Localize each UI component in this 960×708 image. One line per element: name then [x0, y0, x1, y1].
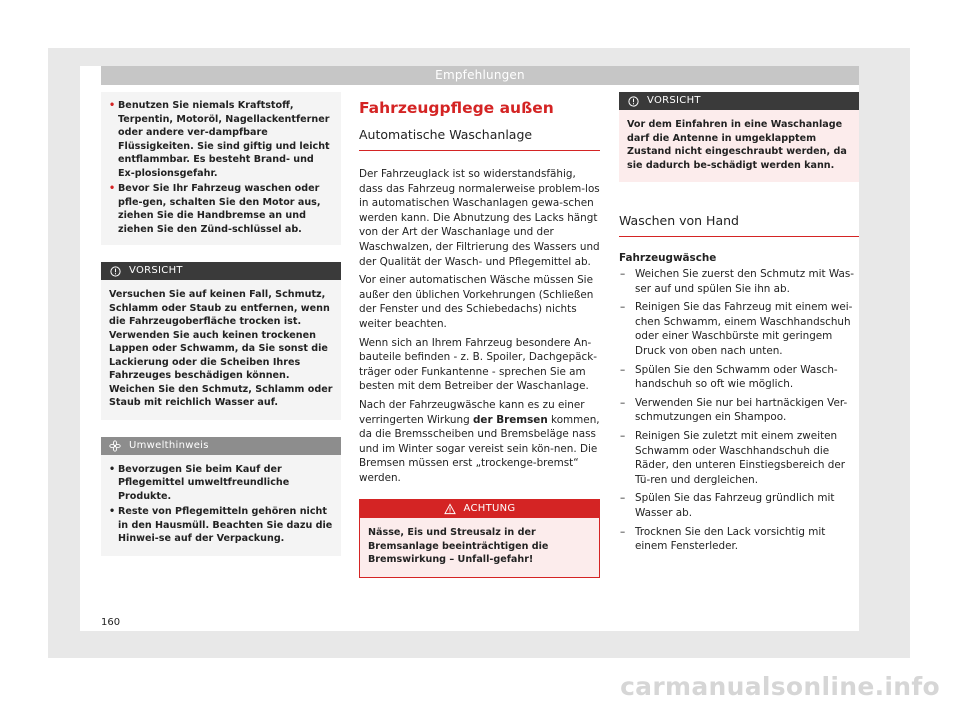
- wash-step: – Verwenden Sie nur bei hartnäckigen Ver-schmutzungen ein Shampoo.: [619, 396, 859, 425]
- environment-body: [101, 455, 341, 556]
- safety-list: [109, 99, 333, 236]
- warning-triangle-icon: [444, 503, 456, 515]
- page-number: 160: [101, 617, 121, 628]
- environment-box: [101, 437, 341, 556]
- flower-icon: [109, 440, 121, 452]
- wash-steps: [619, 267, 859, 554]
- paragraph-emphasis: der Bremsen: [472, 413, 548, 426]
- paragraph: Der Fahrzeuglack ist so widerstandsfähig, dass das Fahrzeug normalerweise problem-los in automatischen Waschanlagen gewa-schen werden kann. Die Abnutzung des Lacks hängt von der Art der Waschanlage und der Waschwalzen, der Filtrierung des Wassers und der Qualität der Wasch- und Pflegemittel ab.: [359, 168, 600, 268]
- wash-step: – Reinigen Sie zuletzt mit einem zweiten Schwamm oder Waschhandschuh die Räder, den unteren Einstiegsbereich der Tü-ren und dergleichen.: [619, 429, 859, 487]
- section-title: Fahrzeugpflege außen: [359, 99, 554, 117]
- environment-item: • Reste von Pflegemitteln gehören nicht in den Hausmüll. Beachten Sie dazu die Hinwei-se auf der Verpackung.: [109, 505, 333, 546]
- warning-box: [359, 499, 600, 578]
- antenna-caution-text: Vor dem Einfahren in eine Waschanlage darf die Antenne in umgeklapptem Zustand nicht eingeschraubt werden, da sie dadurch be-schädigt werden kann.: [627, 119, 847, 171]
- antenna-caution-header: [619, 92, 859, 110]
- right-column: [619, 92, 859, 558]
- paragraph: [359, 398, 600, 486]
- wash-step: – Trocknen Sie den Lack vorsichtig mit einem Fensterleder.: [619, 525, 859, 554]
- page-header: Empfehlungen: [101, 66, 859, 85]
- environment-item: • Bevorzugen Sie beim Kauf der Pflegemittel umweltfreundliche Produkte.: [109, 463, 333, 504]
- watermark: carmanualsonline.info: [620, 672, 940, 701]
- environment-header: [101, 437, 341, 455]
- section-body: [359, 167, 600, 485]
- info-circle-icon: [627, 95, 639, 107]
- paragraph-text: Nach der Fahrzeugwäsche kann es zu einer verringerten Wirkung: [359, 398, 585, 426]
- warning-label: ACHTUNG: [463, 503, 516, 515]
- info-circle-icon: [109, 265, 121, 277]
- paragraph: Wenn sich an Ihrem Fahrzeug besondere An-bauteile befinden - z. B. Spoiler, Dachgepäck-träger oder Funkantenne - sprechen Sie am besten mit dem Betreiber der Waschanlage.: [359, 336, 598, 393]
- safety-item: • Benutzen Sie niemals Kraftstoff, Terpentin, Motoröl, Nagellackentferner oder andere ver-dampfbare Flüssigkeiten. Sie sind giftig und leicht entflammbar. Es besteht Brand- und Ex-plosionsgefahr.: [109, 99, 333, 180]
- paragraph: Vor einer automatischen Wäsche müssen Sie außer den üblichen Vorkehrungen (Schließen der Fenster und des Schiebedachs) nichts weiter beachten.: [359, 274, 594, 330]
- caution-box: [101, 262, 341, 420]
- wash-step: – Weichen Sie zuerst den Schmutz mit Was-ser auf und spülen Sie ihn ab.: [619, 267, 859, 296]
- safety-item: • Bevor Sie Ihr Fahrzeug waschen oder pfle-gen, schalten Sie den Motor aus, ziehen Sie die Handbremse an und ziehen Sie den Zünd-schlüssel ab.: [109, 182, 333, 236]
- wash-step: – Spülen Sie das Fahrzeug gründlich mit Wasser ab.: [619, 491, 859, 520]
- warning-text: Nässe, Eis und Streusalz in der Bremsanlage beeinträchtigen die Bremswirkung – Unfall-gefahr!: [368, 527, 549, 566]
- environment-list: [109, 463, 333, 546]
- wash-step: – Reinigen Sie das Fahrzeug mit einem wei-chen Schwamm, einem Waschhandschuh oder einer Waschbürste mit geringem Druck von oben nach unten.: [619, 300, 859, 358]
- environment-label: Umwelthinweis: [129, 439, 209, 451]
- paragraph-text: kommen, da die Bremsscheiben und Bremsbeläge nass und im Winter sogar vereist sein kön-nen. Die Bremsen müssen erst „trockenge-bremst“ werden.: [359, 413, 600, 484]
- caution-label: VORSICHT: [129, 265, 183, 276]
- wash-step: – Spülen Sie den Schwamm oder Wasch-handschuh so oft wie möglich.: [619, 363, 859, 392]
- left-column: [101, 92, 341, 556]
- middle-column: [359, 92, 600, 578]
- antenna-caution-box: [619, 92, 859, 182]
- list-title: Fahrzeugwäsche: [619, 252, 717, 264]
- antenna-caution-label: VORSICHT: [647, 95, 701, 106]
- hand-wash-title: Waschen von Hand: [619, 212, 859, 237]
- section-subtitle: Automatische Waschanlage: [359, 126, 600, 151]
- caution-text: Versuchen Sie auf keinen Fall, Schmutz, Schlamm oder Staub zu entfernen, wenn die Fahrzeugoberfläche trocken ist. Verwenden Sie auch keinen trockenen Lappen oder Schwamm, da Sie sonst die Lackierung oder die Scheiben Ihres Fahrzeuges beschädigen können. Weichen Sie den Schmutz, Schlamm oder Staub mit reichlich Wasser auf.: [109, 289, 333, 408]
- caution-header: [101, 262, 341, 280]
- safety-notes-box: [101, 92, 341, 245]
- warning-header: [360, 500, 599, 518]
